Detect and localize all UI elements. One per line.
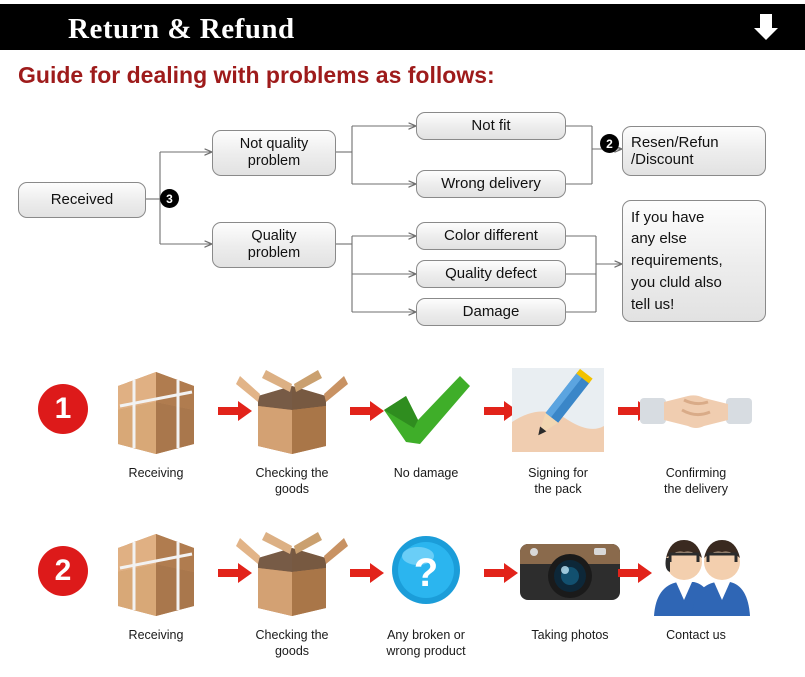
down-arrow-icon: [751, 12, 781, 42]
page-title: Return & Refund: [68, 13, 295, 45]
step-1-5-label-line1: Confirming: [665, 466, 727, 480]
step-2-4-label: Taking photos: [531, 628, 609, 642]
note-line5: tell us!: [631, 295, 675, 313]
pen-signing-icon: [498, 362, 618, 458]
step-2-3-label-line2: wrong product: [386, 643, 466, 658]
note-line4: you cluld also: [631, 273, 722, 291]
node-quality-line1: Quality: [251, 228, 297, 245]
guide-subtitle: Guide for dealing with problems as follows:: [18, 62, 495, 88]
row-1-badge: 1: [38, 384, 88, 434]
step-2-1-label: Receiving: [128, 628, 184, 642]
resend-line1: Resen/Refun: [631, 133, 719, 151]
node-damage: Damage: [416, 298, 566, 326]
closed-box-icon: [96, 524, 216, 620]
node-wrong-delivery: Wrong delivery: [416, 170, 566, 198]
process-row-1: [0, 352, 805, 502]
open-box-icon: [232, 362, 352, 458]
flowchart: [0, 104, 805, 344]
node-resend-refund-discount: [622, 126, 766, 176]
step-1-2-label: [232, 466, 352, 497]
step-2-2-label-line2: goods: [274, 643, 310, 658]
header-bar: [0, 4, 805, 50]
camera-icon: [510, 524, 630, 620]
flow-badge-2: 2: [600, 134, 619, 153]
node-not-quality-line1: Not quality: [239, 136, 309, 153]
node-color-different: Color different: [416, 222, 566, 250]
question-mark-icon: [366, 524, 486, 620]
step-1-4: [498, 362, 618, 497]
open-box-icon: [232, 524, 352, 620]
resend-line2: /Discount: [631, 151, 694, 168]
green-check-icon: [366, 362, 486, 458]
step-1-3-label: No damage: [393, 466, 459, 480]
note-line1: If you have: [631, 208, 705, 226]
step-1-5-label-line2: the delivery: [664, 481, 728, 496]
step-2-2-label: [232, 628, 352, 659]
node-else-requirements-note: [622, 200, 766, 322]
step-2-5: [636, 524, 756, 644]
node-quality-problem: [212, 222, 336, 268]
step-2-4: [510, 524, 630, 644]
step-2-3-label-line1: Any broken or: [387, 628, 465, 642]
node-not-quality-line2: problem: [247, 153, 301, 169]
step-1-4-label-line2: the pack: [534, 481, 582, 496]
node-received: Received: [18, 182, 146, 218]
step-1-1: [96, 362, 216, 482]
step-1-4-label-line1: Signing for: [528, 466, 588, 480]
step-1-2-label-line2: goods: [274, 481, 310, 496]
step-1-5-label: [636, 466, 756, 497]
support-agents-icon: [636, 524, 756, 620]
svg-text:?: ?: [413, 551, 439, 595]
step-2-5-label: Contact us: [666, 628, 726, 642]
node-quality-line2: problem: [247, 245, 301, 261]
step-2-2-label-line1: Checking the: [255, 628, 329, 642]
flow-badge-3: 3: [160, 189, 179, 208]
step-1-3: [366, 362, 486, 482]
step-2-1: [96, 524, 216, 644]
note-line3: requirements,: [631, 252, 723, 270]
closed-box-icon: [96, 362, 216, 458]
step-2-2: [232, 524, 352, 659]
row-2-badge: 2: [38, 546, 88, 596]
step-1-2: [232, 362, 352, 497]
step-1-4-label: [498, 466, 618, 497]
process-row-2: [0, 518, 805, 668]
step-1-1-label: Receiving: [128, 466, 184, 480]
step-1-2-label-line1: Checking the: [255, 466, 329, 480]
handshake-icon: [636, 362, 756, 458]
step-1-5: [636, 362, 756, 497]
node-not-quality-problem: [212, 130, 336, 176]
step-2-3-label: [366, 628, 486, 659]
node-quality-defect: Quality defect: [416, 260, 566, 288]
node-not-fit: Not fit: [416, 112, 566, 140]
note-line2: any else: [631, 230, 687, 248]
step-2-3: [366, 524, 486, 659]
